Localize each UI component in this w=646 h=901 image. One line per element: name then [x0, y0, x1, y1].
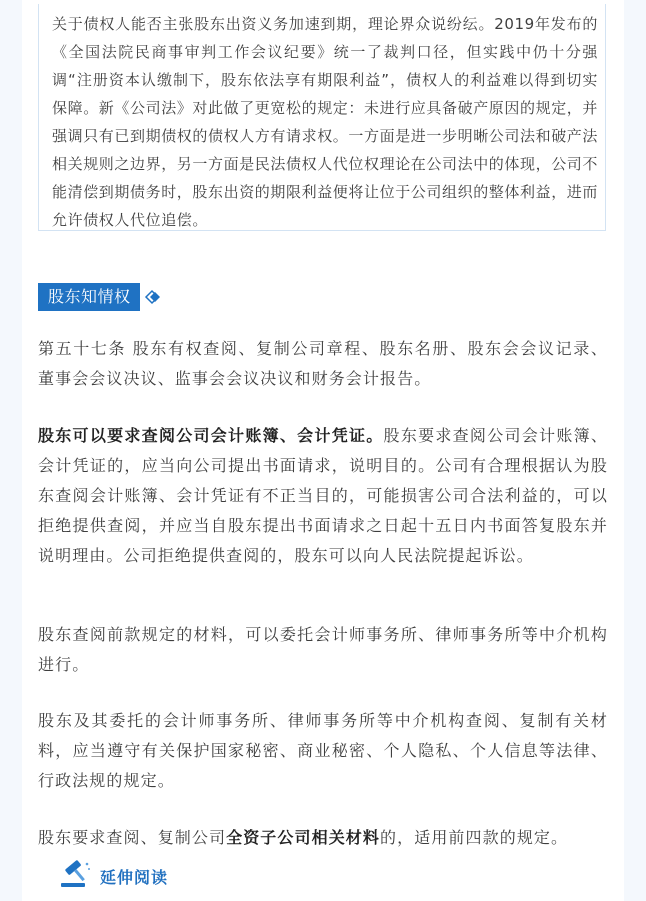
article-paragraph-2-text: 股东要求查阅公司会计账簿、会计凭证的，应当向公司提出书面请求，说明目的。公司有合理根据认为股东查阅会计账簿、会计凭证有不正当目的，可能损害公司合法利益的，可以拒绝提供查阅，并应当自股东提出书面请求之日起十五日内书面答复股东并说明理由。公司拒绝提供查阅的，股东可以向人民法院提起诉讼。 — [38, 426, 608, 565]
article-page — [22, 0, 624, 901]
extended-reading-heading[interactable] — [58, 858, 168, 894]
article-paragraph-5 — [38, 823, 608, 853]
commentary-text: 关于债权人能否主张股东出资义务加速到期，理论界众说纷纭。2019年发布的《全国法院民商事审判工作会议纪要》统一了裁判口径，但实践中仍十分强调“注册资本认缴制下，股东依法享有期限利益”，债权人的利益难以得到切实保障。新《公司法》对此做了更宽松的规定：未进行应具备破产原因的规定，并强调只有已到期债权的债权人方有请求权。一方面是进一步明晰公司法和破产法相关规则之边界，另一方面是民法债权人代位权理论在公司法中的体现，公司不能清偿到期债务时，股东出资的期限利益便将让位于公司组织的整体利益，进而允许债权人代位追偿。 — [52, 15, 599, 229]
section-title: 股东知情权 — [38, 283, 140, 311]
article-paragraph-3: 股东查阅前款规定的材料，可以委托会计师事务所、律师事务所等中介机构进行。 — [38, 625, 608, 674]
article-paragraph-5-post: 的，适用前四款的规定。 — [380, 828, 569, 847]
article-paragraph-4: 股东及其委托的会计师事务所、律师事务所等中介机构查阅、复制有关材料，应当遵守有关保护国家秘密、商业秘密、个人隐私、个人信息等法律、行政法规的规定。 — [38, 711, 608, 790]
article-paragraph-5-pre: 股东要求查阅、复制公司 — [38, 828, 227, 847]
commentary-box — [38, 4, 606, 231]
article-paragraph-2-bold: 股东可以要求查阅公司会计账簿、会计凭证。 — [38, 426, 384, 445]
article-paragraph-1: 第五十七条 股东有权查阅、复制公司章程、股东名册、股东会会议记录、董事会会议决议、监事会会议决议和财务会计报告。 — [38, 339, 608, 388]
extended-reading-label: 延伸阅读 — [100, 867, 169, 887]
article-paragraph-5-bold: 全资子公司相关材料 — [226, 828, 381, 847]
section-heading — [38, 283, 166, 311]
article-paragraph-2 — [38, 421, 608, 571]
gavel-icon — [58, 859, 92, 893]
diamond-decoration-icon — [140, 283, 166, 311]
